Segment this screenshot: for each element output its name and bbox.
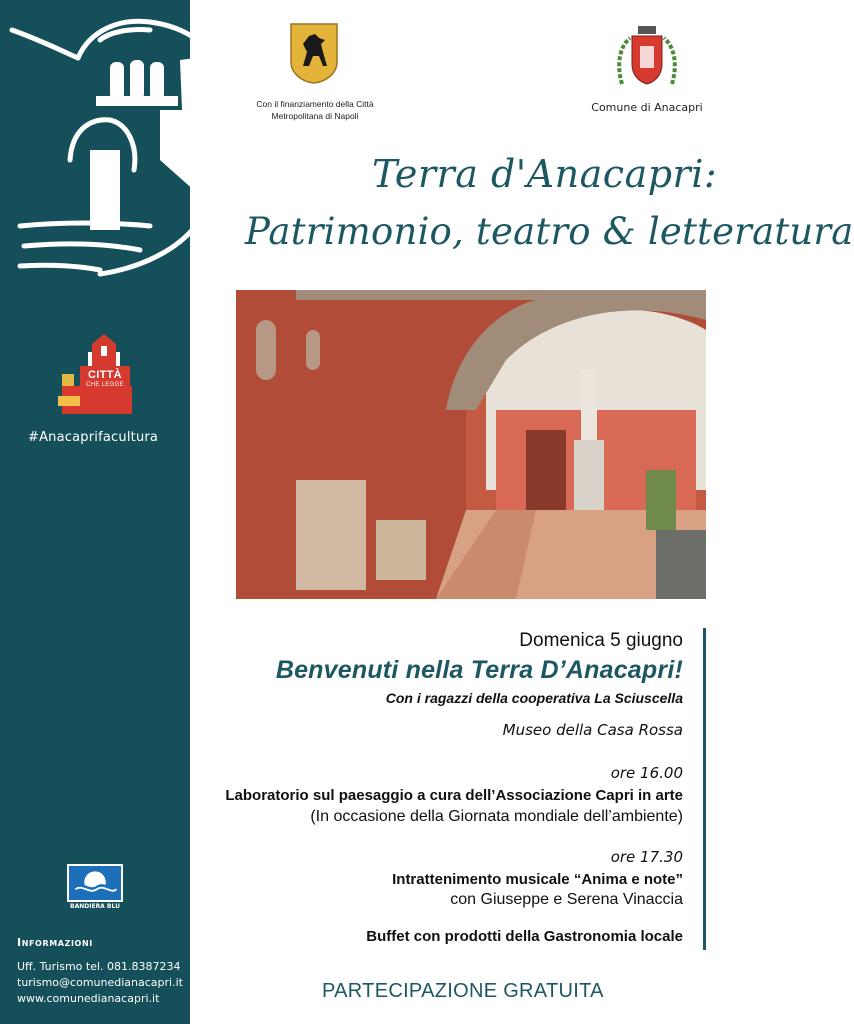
event-accent-rule (703, 628, 706, 950)
buffet-note: Buffet con prodotti della Gastronomia locale (366, 928, 683, 945)
event-headline: Benvenuti nella Terra D’Anacapri! (275, 656, 683, 684)
activity-1-title: Laboratorio sul paesaggio a cura dell’Associazione Capri in arte (225, 787, 683, 804)
event-date: Domenica 5 giugno (519, 630, 683, 651)
anacapri-crest-icon (614, 24, 680, 92)
horse-crest-icon (289, 22, 339, 84)
event-place: Museo della Casa Rossa (502, 721, 683, 739)
bandiera-label: BANDIERA BLU (70, 903, 120, 910)
activity-2-title: Intrattenimento musicale “Anima e note” (392, 871, 683, 888)
info-heading: Informazioni (17, 936, 93, 949)
badge-citta-label: CITTÀ (88, 369, 122, 381)
comune-label: Comune di Anacapri (591, 101, 703, 114)
event-subtitle: Con i ragazzi della cooperativa La Sciuscella (385, 690, 683, 706)
free-entry-banner: PARTECIPAZIONE GRATUITA (322, 980, 604, 1002)
casa-rossa-logo-icon (0, 0, 232, 290)
bandiera-blu-logo (67, 864, 123, 912)
info-website: www.comunedianacapri.it (17, 992, 160, 1005)
title-line-2: Patrimonio, teatro & letteratura (245, 210, 854, 253)
casa-rossa-courtyard-photo (236, 290, 706, 599)
activity-2-performers: con Giuseppe e Serena Vinaccia (450, 891, 683, 908)
info-phone: Uff. Turismo tel. 081.8387234 (17, 960, 181, 973)
badge-che-legge-label: CHE LEGGE (86, 382, 124, 388)
funding-note: Con il finanziamento della Città Metropolitana di Napoli (256, 99, 374, 121)
hashtag: #Anacaprifacultura (28, 430, 159, 445)
title-line-1: Terra d'Anacapri: (372, 152, 718, 196)
event-time-2: ore 17.30 (610, 848, 683, 866)
wave-icon (67, 864, 123, 902)
event-time-1: ore 16.00 (610, 764, 683, 782)
info-email: turismo@comunedianacapri.it (17, 976, 183, 989)
activity-1-note: (In occasione della Giornata mondiale dell’ambiente) (310, 808, 683, 825)
